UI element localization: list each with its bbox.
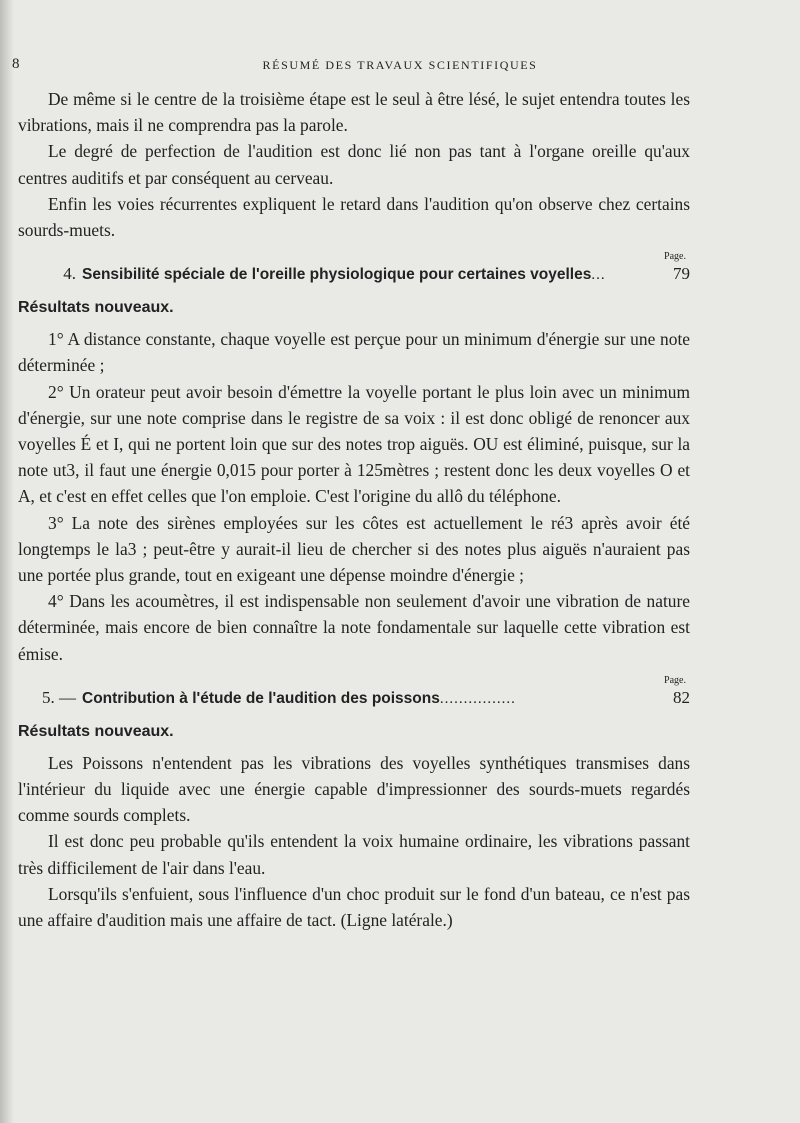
intro-paragraph-3: Enfin les voies récurrentes expliquent le retard dans l'audition qu'on observe chez certains sourds-muets.: [18, 193, 690, 241]
result-paragraph-3: 3° La note des sirènes employées sur les côtes est actuellement le ré3 après avoir été longtemps le la3 ; peut-être y aurait-il lieu de chercher si des notes plus aiguës n'auraient pas une portée plus grande, tout en exigeant une dépense moindre d'énergie ;: [18, 512, 690, 586]
page-number: 8: [12, 56, 21, 72]
running-title: RÉSUMÉ DES TRAVAUX SCIENTIFIQUES: [262, 58, 538, 72]
page-column-label: Page.: [664, 674, 686, 686]
entry-leader-dots: ...: [591, 267, 606, 284]
toc-entry-4: [18, 263, 690, 286]
entry-title: Sensibilité spéciale de l'oreille physiologique pour certaines voyelles: [82, 266, 592, 284]
entry-page-number: 79: [673, 264, 690, 284]
result-paragraph-3: Lorsqu'ils s'enfuient, sous l'influence d'un choc produit sur le fond d'un bateau, ce n'est pas une affaire d'audition mais une affaire de tact. (Ligne latérale.): [18, 883, 690, 931]
result-paragraph-4: 4° Dans les acoumètres, il est indispensable non seulement d'avoir une vibration de nature déterminée, mais encore de bien connaître la note fondamentale sur laquelle cette vibration est émise.: [18, 591, 690, 664]
page-body: [18, 86, 690, 933]
result-paragraph-2: Il est donc peu probable qu'ils entendent la voix humaine ordinaire, les vibrations passant très difficilement de l'air dans l'eau.: [18, 831, 690, 878]
result-paragraph-1: Les Poissons n'entendent pas les vibrations des voyelles synthétiques transmises dans l'intérieur du liquide avec une énergie capable d'impressionner des sourds-muets regardés comme sourds complets.: [18, 752, 690, 826]
result-paragraph-1: 1° A distance constante, chaque voyelle est perçue pour un minimum d'énergie sur une note déterminée ;: [18, 329, 690, 376]
entry-title: Contribution à l'étude de l'audition des poissons: [82, 689, 440, 707]
intro-paragraph-1: De même si le centre de la troisième étape est le seul à être lésé, le sujet entendra toutes les vibrations, mais il ne comprendra pas la parole.: [18, 89, 690, 136]
intro-paragraph-2: Le degré de perfection de l'audition est donc lié non pas tant à l'organe oreille qu'aux centres auditifs et par conséquent au cerveau.: [18, 141, 690, 188]
toc-entry-5: [18, 687, 690, 710]
results-heading: Résultats nouveaux.: [18, 299, 174, 317]
page-column-label: Page.: [664, 251, 686, 263]
result-paragraph-2: 2° Un orateur peut avoir besoin d'émettre la voyelle portant le plus loin avec un minimum d'énergie, sur une note comprise dans le registre de sa voix : il est donc obligé de renoncer aux voyelles É et I, qui ne portent loin que sur des notes trop aiguës. OU est éliminé, puisque, sur la note ut3, il faut une énergie 0,015 pour porter à 125mètres ; restent donc les deux voyelles O et A, et c'est en effet celles que l'on emploie. C'est l'origine du allô du téléphone.: [18, 381, 690, 507]
entry-number: 5. —: [42, 687, 76, 707]
results-heading: Résultats nouveaux.: [18, 722, 174, 740]
page-header: [0, 56, 800, 78]
entry-page-number: 82: [673, 687, 690, 707]
entry-leader-dots: ................: [439, 690, 516, 707]
entry-number: 4.: [63, 264, 76, 284]
page-binding-edge: [0, 0, 14, 1123]
